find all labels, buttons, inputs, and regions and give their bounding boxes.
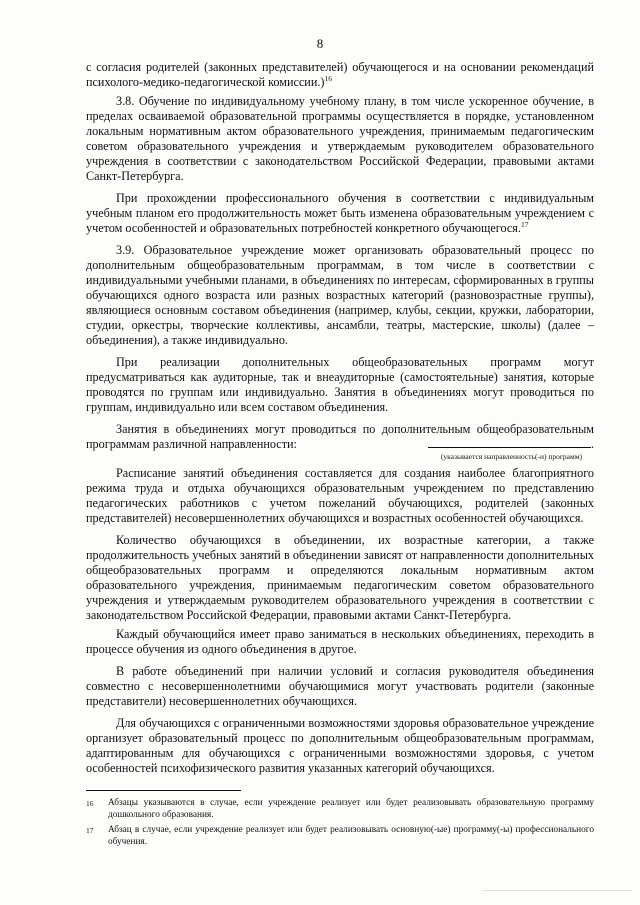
period-mark: . [590, 437, 594, 451]
footnote-17 [86, 824, 594, 848]
footnote-divider [86, 790, 241, 791]
paragraph-consent [86, 60, 594, 90]
document-body [86, 60, 594, 780]
paragraph-disabilities: Для обучающихся с ограниченными возможностями здоровья образовательное учреждение организует образовательный процесс по дополнительным общеобразовательным программам, адаптированным для обучающихся с ограниченными возможностями здоровья, с учетом особенностей психофизического развития указанных категорий обучающихся. [86, 716, 594, 775]
scan-artifact [482, 890, 632, 897]
paragraph-schedule: Расписание занятий объединения составляется для создания наиболее благоприятного режима труда и отдыха обучающихся образовательным учреждением по представлению педагогических работников с учетом пожеланий обучающихся, родителей (законных представителей) несовершеннолетних обучающихся и возрастных особенностей обучающихся. [86, 466, 594, 525]
direction-hint: (указывается направленность(-и) программ) [440, 452, 582, 461]
paragraph-3-8: 3.8. Обучение по индивидуальному учебному плану, в том числе ускоренное обучение, в пределах осваиваемой образовательной программы осуществляется в порядке, установленном локальным нормативным актом образовательного учреждения, принимаемым педагогическим советом образовательного учреждения и утверждаемым руководителем образовательного учреждения в соответствии с законодательством Российской Федерации, правовыми актами Санкт-Петербурга. [86, 94, 594, 183]
footnote-ref-16: 16 [324, 73, 332, 83]
footnote-number: 17 [86, 826, 94, 835]
paragraph-parents: В работе объединений при наличии условий и согласия руководителя объединения совместно с несовершеннолетними обучающимися могут участвовать родители (законные представители) несовершеннолетних обучающихся. [86, 664, 594, 708]
paragraph-program-forms: При реализации дополнительных общеобразовательных программ могут предусматриваться как аудиторные, так и внеаудиторные (самостоятельные) занятия, которые проводятся по группам или индивидуально. Занятия в объединениях могут проводиться по группам, индивидуально или всем составом объединения. [86, 355, 594, 414]
paragraph-multiple-groups: Каждый обучающийся имеет право заниматься в нескольких объединениях, переходить в процессе обучения из одного объединения в другое. [86, 627, 594, 656]
direction-fill-in-line [428, 437, 591, 448]
paragraph-text: с согласия родителей (законных представителей) обучающегося и на основании рекомендаций психолого-медико-педагогической комиссии.) [86, 60, 594, 89]
paragraph-3-9: 3.9. Образовательное учреждение может организовать образовательный процесс по дополнительным общеобразовательным программам, в том числе в соответствии с индивидуальными учебными планами, в объединениях по интересам, сформированных в группы обучающихся одного возраста или разных возрастных категорий (разновозрастные группы), являющиеся основным составом объединения (например, клубы, секции, кружки, лаборатории, студии, оркестры, творческие коллективы, ансамбли, театры, мастерские, школы) (далее – объединения), а также индивидуально. [86, 243, 594, 347]
footnote-text: Абзацы указываются в случае, если учреждение реализует или будет реализовывать образовательную программу дошкольного образования. [108, 798, 594, 820]
footnote-number: 16 [86, 799, 94, 808]
paragraph-text: При прохождении профессионального обучения в соответствии с индивидуальным учебным планом его продолжительность может быть изменена образовательным учреждением с учетом особенностей и образовательных потребностей конкретного обучающегося. [86, 191, 594, 235]
paragraph-professional-training [86, 191, 594, 236]
footnote-text: Абзац в случае, если учреждение реализует или будет реализовывать основную(-ые) программу(-ы) профессионального обучения. [108, 825, 594, 847]
footnote-16 [86, 797, 594, 821]
footnotes [86, 790, 594, 851]
footnote-ref-17: 17 [520, 219, 529, 229]
paragraph-text: Занятия в объединениях могут проводиться по дополнительным общеобразовательным программам различной направленности: [86, 422, 594, 451]
paragraph-group-size: Количество обучающихся в объединении, их возрастные категории, а также продолжительность учебных занятий в объединении зависят от направленности дополнительных общеобразовательных программ и определяются локальным нормативным актом образовательного учреждения, принимаемым педагогическим советом образовательного учреждения и утверждаемым руководителем образовательного учреждения в соответствии с законодательством Российской Федерации, правовыми актами Санкт-Петербурга. [86, 533, 594, 622]
page-number: 8 [316, 36, 324, 51]
